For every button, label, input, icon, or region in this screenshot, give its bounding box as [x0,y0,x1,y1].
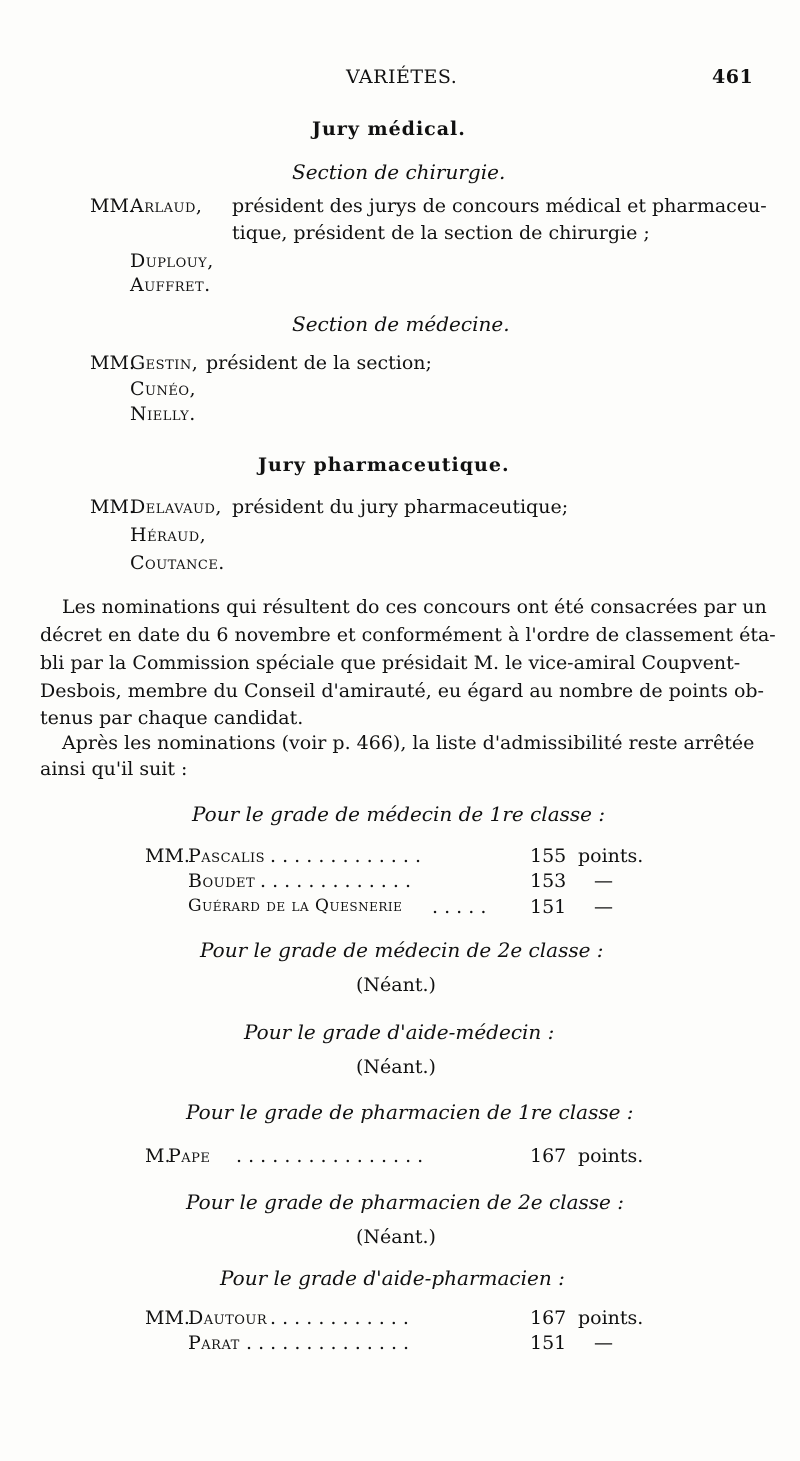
ranking-points: 167 [530,1145,567,1167]
grade-heading: Pour le grade de médecin de 2e classe : [200,938,604,962]
ranking-name: Pape [168,1145,211,1167]
pharma-prefix: MM. [90,496,135,518]
paragraph-line: décret en date du 6 novembre et conformément à l'ordre de classement éta- [40,624,776,646]
ranking-unit: — [594,870,613,892]
ranking-unit: points. [578,845,644,867]
medicine-member: Cunéo, [130,378,197,400]
ranking-prefix: M. [145,1145,171,1167]
ranking-leader: . . . . . . . . . . . . . . . . [236,1145,424,1167]
ranking-unit: points. [578,1307,644,1329]
subsection-heading-medicine: Section de médecine. [292,312,510,336]
section-heading-jury-medical: Jury médical. [312,118,466,140]
grade-heading: Pour le grade de pharmacien de 2e classe : [186,1190,624,1214]
medicine-member: Nielly. [130,403,196,425]
grade-note: (Néant.) [356,1056,436,1078]
pharma-member: Héraud, [130,524,207,546]
ranking-unit: — [594,896,613,918]
pharma-president-name: Delavaud, [130,496,222,518]
ranking-leader: . . . . . . . . . . . . . [270,845,421,867]
grade-heading: Pour le grade de médecin de 1re classe : [192,802,606,826]
grade-heading: Pour le grade de pharmacien de 1re classe : [186,1100,634,1124]
surgery-president-role-1: président des jurys de concours médical et pharmaceu- [232,195,767,217]
grade-note: (Néant.) [356,974,436,996]
ranking-unit: points. [578,1145,644,1167]
surgery-president-name: Arlaud, [130,195,203,217]
subsection-heading-surgery: Section de chirurgie. [292,160,506,184]
paragraph-line: bli par la Commission spéciale que présidait M. le vice-amiral Coupvent- [40,652,741,674]
medicine-president-name: Gestin, [130,352,199,374]
paragraph-line: tenus par chaque candidat. [40,707,304,729]
medicine-prefix: MM. [90,352,135,374]
surgery-member: Auffret. [130,274,211,296]
paragraph-line: Les nominations qui résultent do ces concours ont été consacrées par un [62,596,767,618]
ranking-prefix: MM. [145,1307,190,1329]
surgery-member: Duplouy, [130,250,214,272]
pharma-member: Coutance. [130,552,225,574]
surgery-president-role-2: tique, président de la section de chirurgie ; [232,222,650,244]
ranking-leader: . . . . . [432,896,487,918]
ranking-leader: . . . . . . . . . . . . . [260,870,411,892]
ranking-points: 151 [530,896,567,918]
ranking-name: Boudet [188,870,256,892]
ranking-points: 167 [530,1307,567,1329]
ranking-name: Guérard de la Quesnerie [188,896,403,916]
ranking-name: Parat [188,1332,240,1354]
paragraph-line: Desbois, membre du Conseil d'amirauté, eu égard au nombre de points ob- [40,680,764,702]
running-header-title: VARIÉTES. [346,66,458,88]
ranking-points: 153 [530,870,567,892]
ranking-leader: . . . . . . . . . . . . [270,1307,409,1329]
ranking-unit: — [594,1332,613,1354]
ranking-points: 151 [530,1332,567,1354]
paragraph-line: ainsi qu'il suit : [40,758,188,780]
page-number: 461 [712,66,754,88]
paragraph-line: Après les nominations (voir p. 466), la liste d'admissibilité reste arrêtée [62,732,755,754]
surgery-prefix: MM. [90,195,135,217]
ranking-name: Dautour [188,1307,268,1329]
pharma-president-role: président du jury pharmaceutique; [232,496,569,518]
ranking-points: 155 [530,845,567,867]
ranking-prefix: MM. [145,845,190,867]
grade-heading: Pour le grade d'aide-pharmacien : [220,1266,565,1290]
ranking-leader: . . . . . . . . . . . . . . [246,1332,410,1354]
ranking-name: Pascalis [188,845,266,867]
grade-note: (Néant.) [356,1226,436,1248]
medicine-president-role: président de la section; [206,352,432,374]
grade-heading: Pour le grade d'aide-médecin : [244,1020,555,1044]
section-heading-jury-pharma: Jury pharmaceutique. [258,454,510,476]
